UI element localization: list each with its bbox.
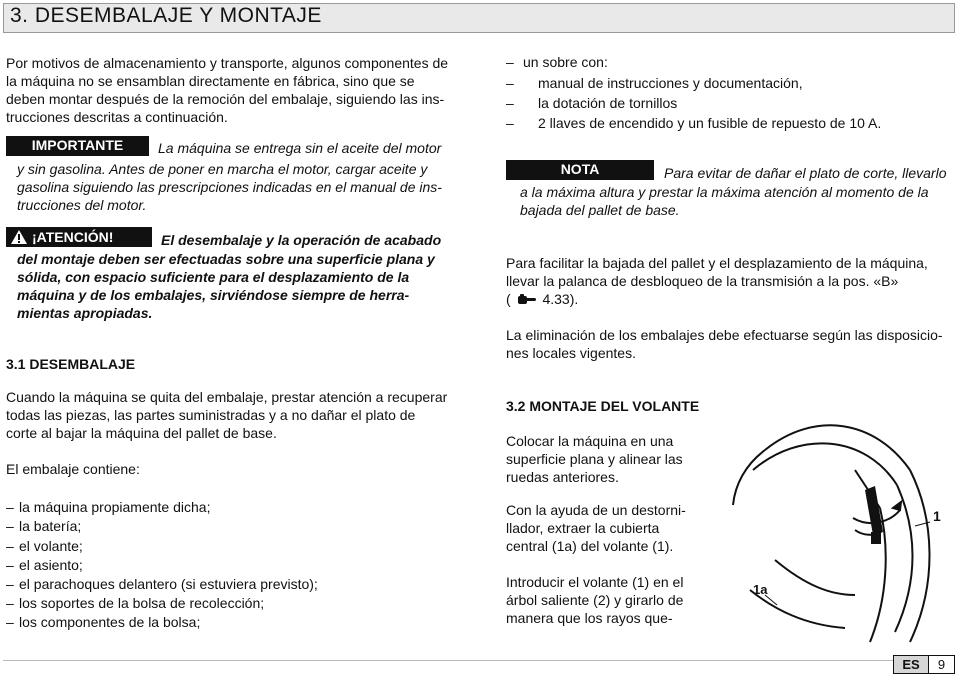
figure-label-1a: 1a <box>753 582 768 597</box>
important-first-line: La máquina se entrega sin el aceite del motor <box>158 140 442 156</box>
steering-wheel-figure <box>705 410 958 655</box>
important-line: y sin gasolina. Antes de poner en marcha el motor, cargar aceite y <box>17 161 428 177</box>
paragraph-line: árbol saliente (2) y girarlo de <box>506 592 684 608</box>
nota-body <box>520 183 950 219</box>
nota-first-line: Para evitar de dañar el plato de corte, llevarlo <box>664 165 947 181</box>
paragraph-line: Colocar la máquina en una <box>506 433 674 449</box>
steering-wheel-drawing <box>705 410 958 655</box>
section-3-1-heading: 3.1 DESEMBALAJE <box>6 356 136 372</box>
step-3-paragraph <box>506 573 706 627</box>
nota-line: a la máxima altura y prestar la máxima atención al momento de la <box>520 184 929 200</box>
disposal-paragraph <box>506 326 956 362</box>
intro-line: Por motivos de almacenamiento y transporte, algunos componentes de <box>6 55 449 71</box>
paragraph-line: Con la ayuda de un destorni- <box>506 502 686 518</box>
section-3-2-heading: 3.2 MONTAJE DEL VOLANTE <box>506 398 700 414</box>
paragraph-line: nes locales vigentes. <box>506 345 636 361</box>
step-1-paragraph <box>506 432 706 486</box>
pallet-paragraph <box>506 254 956 308</box>
intro-line: la máquina no se ensamblan directamente en fábrica, sino que se <box>6 73 415 89</box>
footer-divider <box>3 660 893 661</box>
attention-body <box>17 250 457 322</box>
pointing-hand-icon <box>517 294 537 306</box>
attention-line: del montaje deben ser efectuadas sobre una superficie plana y <box>17 251 435 267</box>
paragraph-line: La eliminación de los embalajes debe efectuarse según las disposicio- <box>506 327 943 343</box>
attention-line: máquina y de los embalajes, sirviéndose siempre de herra- <box>17 287 410 303</box>
figure-label-1: 1 <box>933 508 941 524</box>
intro-paragraph <box>6 54 456 126</box>
package-contents-intro: El embalaje contiene: <box>6 461 140 477</box>
paragraph-line: ruedas anteriores. <box>506 469 619 485</box>
page-indicator <box>893 655 955 674</box>
attention-line: sólida, con espacio suficiente para el desplazamiento de la <box>17 269 410 285</box>
intro-line: deben montar después de la remoción del embalaje, siguiendo las ins- <box>6 91 445 107</box>
language-code: ES <box>894 656 929 673</box>
important-body <box>17 160 457 214</box>
attention-label: ¡ATENCIÓN! <box>32 229 114 245</box>
paragraph-line: central (1a) del volante (1). <box>506 538 674 554</box>
paragraph-line: manera que los rayos que- <box>506 610 673 626</box>
warning-triangle-icon <box>10 229 28 245</box>
paragraph-line: llevar la palanca de desbloqueo de la transmisión a la pos. «B» <box>506 273 899 289</box>
paragraph-line: llador, extraer la cubierta <box>506 520 660 536</box>
paragraph-line: Introducir el volante (1) en el <box>506 574 684 590</box>
paragraph-line: superficie plana y alinear las <box>506 451 683 467</box>
nota-line: bajada del pallet de base. <box>520 202 680 218</box>
step-2-paragraph <box>506 501 706 555</box>
attention-first-line: El desembalaje y la operación de acabado <box>161 232 442 248</box>
nota-label: NOTA <box>506 160 654 180</box>
intro-line: trucciones descritas a continuación. <box>6 109 228 125</box>
section-3-1-paragraph <box>6 388 461 442</box>
paragraph-line: todas las piezas, las partes suministradas y a no dañar el plato de <box>6 407 416 423</box>
attention-line: mientas apropiadas. <box>17 305 153 321</box>
important-line: trucciones del motor. <box>17 197 147 213</box>
paragraph-line: corte al bajar la máquina del pallet de base. <box>6 425 277 441</box>
cross-reference: ( 4.33). <box>506 291 579 307</box>
paragraph-line: Para facilitar la bajada del pallet y el desplazamiento de la máquina, <box>506 255 928 271</box>
section-title: 3. DESEMBALAJE Y MONTAJE <box>10 4 322 27</box>
paragraph-line: Cuando la máquina se quita del embalaje, prestar atención a recuperar <box>6 389 448 405</box>
page-number: 9 <box>937 657 946 672</box>
important-label: IMPORTANTE <box>6 136 149 156</box>
important-line: gasolina siguiendo las prescripciones indicadas en el manual de ins- <box>17 179 442 195</box>
